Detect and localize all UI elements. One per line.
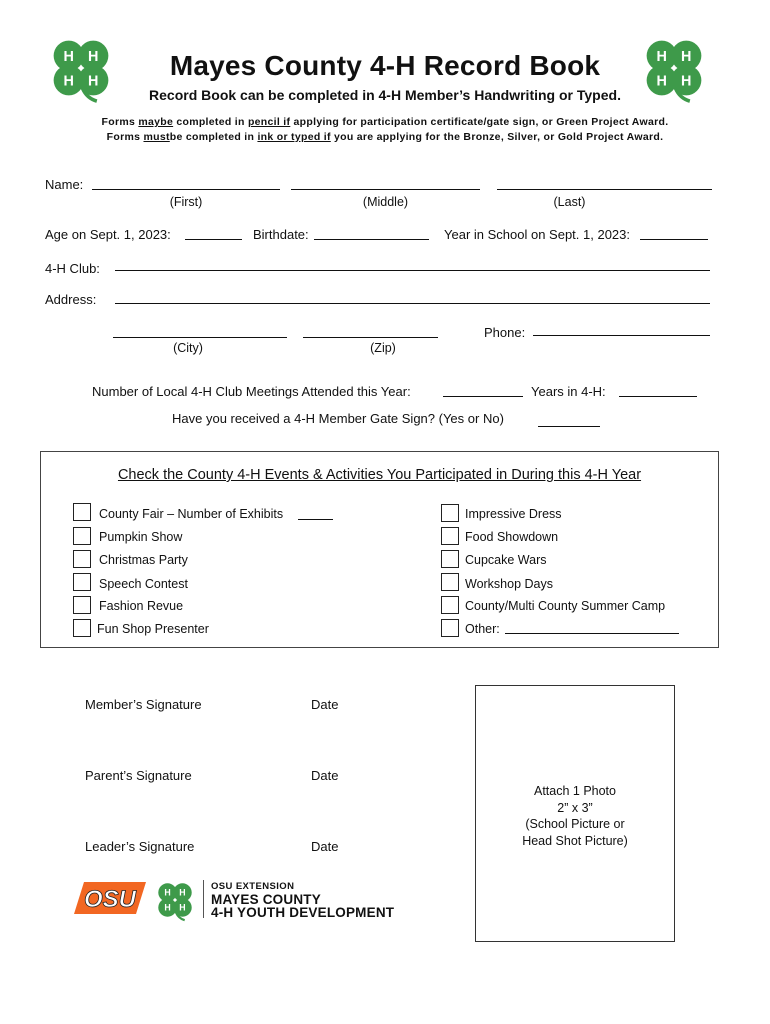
checkbox-cupcake-wars[interactable]	[441, 550, 459, 568]
city-field[interactable]	[113, 337, 287, 338]
zip-caption: (Zip)	[370, 341, 396, 355]
event-label: County Fair – Number of Exhibits	[99, 507, 284, 521]
club-label: 4-H Club:	[45, 261, 100, 276]
logo-county-text: MAYES COUNTY	[211, 892, 321, 907]
event-label: Fun Shop Presenter	[97, 622, 209, 636]
osu-logo-mark: OSU	[83, 886, 137, 913]
event-label: Christmas Party	[99, 553, 188, 567]
name-label: Name:	[45, 177, 84, 192]
checkbox-christmas-party[interactable]	[73, 550, 91, 568]
events-title: Check the County 4-H Events & Activities You Participated in During this 4-H Year	[117, 467, 642, 483]
zip-field[interactable]	[303, 337, 438, 338]
checkbox-pumpkin-show[interactable]	[73, 527, 91, 545]
address-field[interactable]	[115, 303, 710, 304]
last-name-field[interactable]	[497, 189, 712, 190]
checkbox-fun-shop-presenter[interactable]	[73, 619, 91, 637]
checkbox-summer-camp[interactable]	[441, 596, 459, 614]
gate-sign-field[interactable]	[538, 426, 600, 427]
logo-divider	[203, 880, 204, 918]
leader-date-label: Date	[311, 839, 339, 854]
checkbox-impressive-dress[interactable]	[441, 504, 459, 522]
middle-name-field[interactable]	[291, 189, 480, 190]
checkbox-fashion-revue[interactable]	[73, 596, 91, 614]
photo-instructions: Attach 1 Photo 2” x 3” (School Picture or Head Shot Picture)	[522, 784, 628, 848]
osu-logo	[70, 878, 148, 918]
address-label: Address:	[45, 292, 97, 307]
page-title: Mayes County 4-H Record Book	[169, 50, 601, 81]
years-label: Years in 4-H:	[531, 384, 606, 399]
other-event-field[interactable]	[505, 633, 679, 634]
year-in-school-field[interactable]	[640, 239, 708, 240]
phone-label: Phone:	[484, 325, 526, 340]
middle-caption: (Middle)	[362, 195, 409, 209]
age-label: Age on Sept. 1, 2023:	[45, 227, 171, 242]
logo-extension-text: OSU EXTENSION	[211, 881, 295, 892]
gate-sign-label: Have you received a 4-H Member Gate Sign? (Yes or No)	[172, 411, 504, 426]
years-field[interactable]	[619, 396, 697, 397]
event-label: Other:	[465, 622, 500, 636]
first-name-field[interactable]	[92, 189, 280, 190]
meetings-field[interactable]	[443, 396, 523, 397]
city-caption: (City)	[173, 341, 203, 355]
parent-signature-label: Parent’s Signature	[85, 768, 192, 783]
exhibits-count-field[interactable]	[298, 519, 333, 520]
event-label: Workshop Days	[465, 577, 553, 591]
checkbox-other[interactable]	[441, 619, 459, 637]
age-field[interactable]	[185, 239, 242, 240]
first-caption: (First)	[169, 195, 203, 209]
checkbox-workshop-days[interactable]	[441, 573, 459, 591]
checkbox-speech-contest[interactable]	[73, 573, 91, 591]
instruction-note-pencil: Forms maybe completed in pencil if applying for participation certificate/gate sign, or Green Project Award.	[101, 116, 669, 128]
birthdate-field[interactable]	[314, 239, 429, 240]
event-label: Food Showdown	[465, 530, 559, 544]
page-subtitle: Record Book can be completed in 4-H Member’s Handwriting or Typed.	[149, 87, 621, 103]
parent-date-label: Date	[311, 768, 339, 783]
member-date-label: Date	[311, 697, 339, 712]
club-field[interactable]	[115, 270, 710, 271]
meetings-label: Number of Local 4-H Club Meetings Attended this Year:	[92, 384, 411, 399]
leader-signature-label: Leader’s Signature	[85, 839, 195, 854]
logo-program-text: 4-H YOUTH DEVELOPMENT	[211, 905, 395, 920]
event-label: Cupcake Wars	[465, 553, 547, 567]
four-leaf-clover-icon	[153, 878, 197, 922]
event-label: Impressive Dress	[465, 507, 562, 521]
instruction-note-ink: Forms mustbe completed in ink or typed if you are applying for the Bronze, Silver, or Gold Project Award.	[106, 131, 664, 143]
last-caption: (Last)	[553, 195, 586, 209]
event-label: County/Multi County Summer Camp	[465, 599, 666, 613]
event-label: Speech Contest	[99, 577, 188, 591]
year-in-school-label: Year in School on Sept. 1, 2023:	[444, 227, 630, 242]
checkbox-county-fair[interactable]	[73, 503, 91, 521]
birthdate-label: Birthdate:	[253, 227, 309, 242]
event-label: Fashion Revue	[99, 599, 184, 613]
member-signature-label: Member’s Signature	[85, 697, 202, 712]
phone-field[interactable]	[533, 335, 710, 336]
event-label: Pumpkin Show	[99, 530, 183, 544]
checkbox-food-showdown[interactable]	[441, 527, 459, 545]
